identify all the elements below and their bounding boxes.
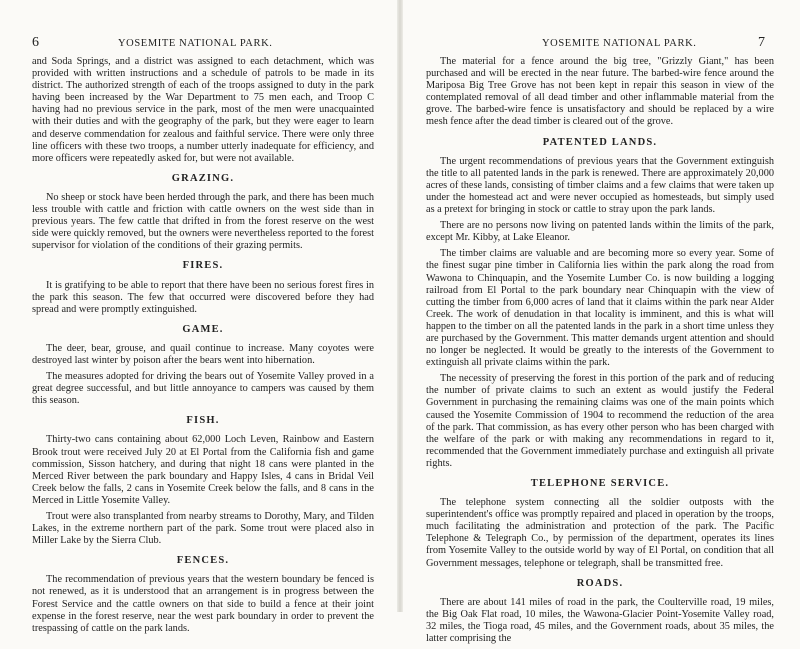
page-number: 7 — [758, 35, 765, 50]
body-paragraph: The timber claims are valuable and are becoming more so every year. Some of the finest sugar pine timber in California lies within the park along the road from Wawona to Chinquapin, and the Yosemite Lumber Co. is now building a logging railroad from El Portal to the park boundary near Chinquapin with the view of cutting the timber from 6,000 acres of land that it claims within the park near Alder Creek. The work of denudation in that locality is imminent, and this is what will happen to the timber on all the patented lands in the park in a short time unless they are purchased by the Government. This matter demands urgent attention and should no longer be neglected. It would be greatly to the interests of the Government to extinguish all private claims within the park. — [426, 248, 774, 369]
page-body — [426, 56, 774, 649]
body-paragraph: The recommendation of previous years that the western boundary be fenced is not renewed, as it is understood that an arrangement is in progress between the Forest Service and the cattle owners on that side to build a fence at their joint expense in the forest reserve, near the west park boundary in order to prevent the trespassing of cattle on the park lands. — [32, 574, 374, 634]
running-head: YOSEMITE NATIONAL PARK. — [118, 38, 273, 49]
body-paragraph: Trout were also transplanted from nearby streams to Dorothy, Mary, and Tilden Lakes, in the extreme northern part of the park. Some trout were placed also in Miller Lake by the Sierra Club. — [32, 511, 374, 547]
section-heading-fish: FISH. — [186, 415, 220, 427]
body-paragraph: The necessity of preserving the forest in this portion of the park and of reducing the number of private claims to such an extent as would justify the Federal Government in purchasing the remaining claims was one of the main points which caused the Yosemite Commission of 1904 to recommend the reduction of the area of the park. That commission, as has every other person who has been charged with the welfare of the park or with making any recommendations in regard to it, recommended that the Government immediately purchase and extinguish all private rights. — [426, 373, 774, 469]
page-number: 6 — [32, 35, 39, 50]
running-head: YOSEMITE NATIONAL PARK. — [542, 38, 697, 49]
left-page — [0, 0, 398, 634]
body-paragraph: The deer, bear, grouse, and quail continue to increase. Many coyotes were destroyed last winter by poison after the bears went into hibernation. — [32, 342, 374, 366]
section-heading-fences: FENCES. — [176, 555, 230, 567]
body-paragraph: It is gratifying to be able to report that there have been no serious forest fires in the park this season. The few that occurred were discovered before they had spread and were promptly extinguished. — [32, 279, 374, 315]
body-paragraph: Thirty-two cans containing about 62,000 Loch Leven, Rainbow and Eastern Brook trout were received July 20 at El Portal from the California fish and game commission, Sisson hatchery, and during that night 18 cans were planted in the Merced River between the park boundary and Happy Isles, 4 cans in Bridal Veil Creek below the falls, 2 cans in Yosemite Creek below the falls, and 8 cans in the Merced in Little Yosemite Valley. — [32, 434, 374, 506]
body-paragraph: and Soda Springs, and a district was assigned to each detachment, which was provided with written instructions and a schedule of patrols to be made in its district. The authorized strength of each of the troops assigned to duty in the park having been increased by the War Department to 75 men each, and Troop C having had no previous service in the park, most of the men were unacquainted with their duties and with the geography of the park, but they were eager to learn and deserve commendation for zealous and faithful service. There were only three line officers with these two troops, a number utterly inadequate for efficiency, and more officers were repeatedly asked for, but were not available. — [32, 56, 374, 164]
body-paragraph: There are about 141 miles of road in the park, the Coulterville road, 19 miles, the Big Oak Flat road, 10 miles, the Wawona-Glacier Point-Yosemite Valley road, 32 miles, the Tioga road, 45 miles, and the Government roads, about 35 miles, the latter comprising the — [426, 596, 774, 645]
section-heading-patented-lands: PATENTED LANDS. — [542, 136, 658, 148]
page-body — [32, 56, 374, 639]
section-heading-telephone: TELEPHONE SERVICE. — [530, 478, 670, 489]
section-heading-roads: ROADS. — [576, 577, 624, 589]
section-heading-grazing: GRAZING. — [171, 172, 235, 184]
body-paragraph: The telephone system connecting all the soldier outposts with the superintendent's office was promptly repaired and placed in operation by the troops, much facilitating the administration and protection of the park. The Pacific Telephone & Telegraph Co., by permission of the department, operates its lines from Yosemite Valley to the outside world by way of El Portal, on condition that all Government messages, telephone or telegraph, shall be transmitted free. — [426, 497, 774, 569]
body-paragraph: The urgent recommendations of previous years that the Government extinguish the title to all patented lands in the park is renewed. There are approximately 20,000 acres of these lands, consisting of timber claims and a few claims that were taken up under the homestead act and were never occupied as homesteads, but simply used as a pretext for bringing in stock or cattle to stray upon the park lands. — [426, 155, 774, 216]
body-paragraph: No sheep or stock have been herded through the park, and there has been much less trouble with cattle and friction with cattle owners on the west side than in previous years. The few cattle that drifted in from the forest reserve on the west side were quickly removed, but the owners were nevertheless reported to the forest supervisor for violation of the conditions of their grazing permits. — [32, 191, 374, 252]
section-heading-fires: FIRES. — [182, 260, 224, 272]
body-paragraph: The measures adopted for driving the bears out of Yosemite Valley proved in a great degree successful, and but little annoyance to campers was caused by them this season. — [32, 371, 374, 407]
section-heading-game: GAME. — [182, 323, 224, 335]
right-page — [402, 0, 800, 645]
body-paragraph: There are no persons now living on patented lands within the limits of the park, except Mr. Kibby, at Lake Eleanor. — [426, 220, 774, 244]
body-paragraph: The material for a fence around the big tree, "Grizzly Giant," has been purchased and will be erected in the near future. The barbed-wire fence around the Mariposa Big Tree Grove has not been kept in repair this season in view of the contemplated removal of all dead timber and other inflammable material from the grove. The barbed-wire fence is unsatisfactory and should be replaced by a wire mesh fence after the dead timber is cleared out of the grove. — [426, 56, 774, 128]
